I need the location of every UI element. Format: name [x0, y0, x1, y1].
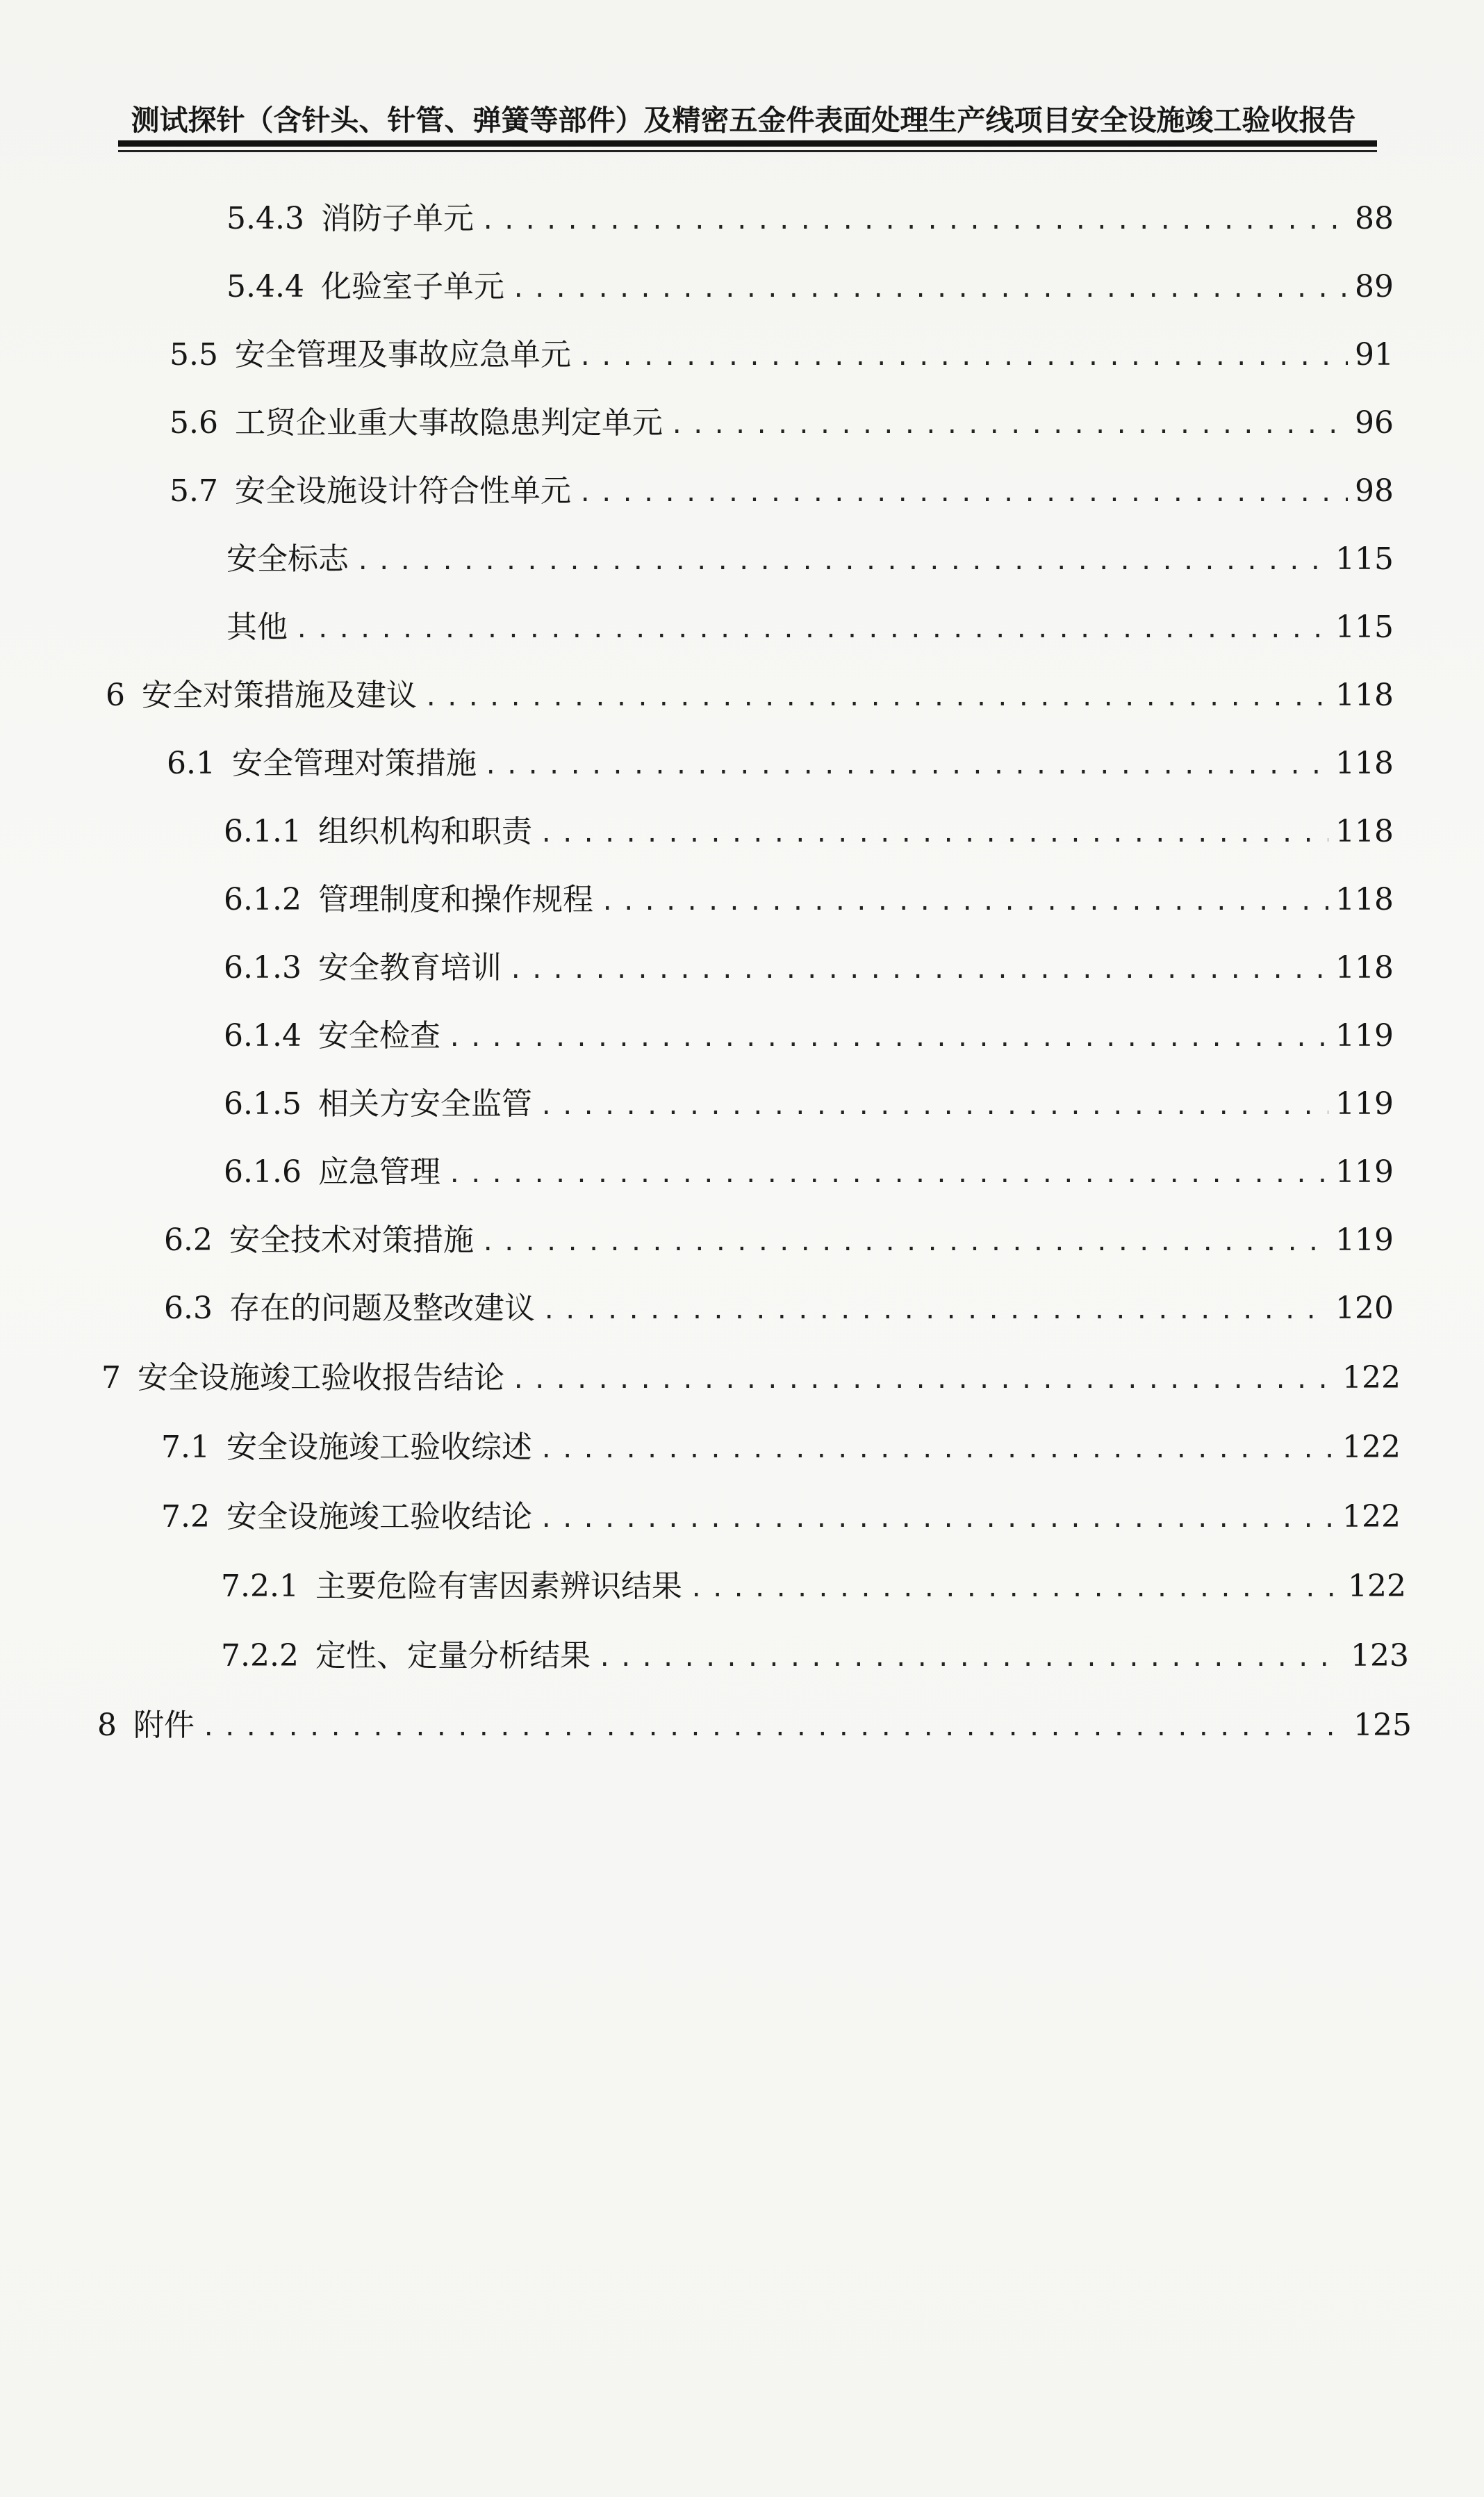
- toc-title: 安全设施竣工验收综述: [226, 1430, 532, 1465]
- toc-entry-5-4-4: [226, 261, 1394, 310]
- toc-leader-dots: [670, 411, 1348, 439]
- toc-number: 6.1.5: [224, 1086, 302, 1122]
- toc-number: 7.2.2: [221, 1638, 299, 1673]
- toc-page-number: 122: [1342, 1430, 1401, 1465]
- toc-leader-dots: [295, 616, 1328, 644]
- toc-leader-dots: [356, 548, 1328, 575]
- toc-number: 7.1: [161, 1430, 210, 1465]
- toc-number: 6.2: [164, 1222, 213, 1258]
- toc-title: 存在的问题及整改建议: [229, 1291, 535, 1326]
- toc-number: 6.1.3: [224, 950, 302, 985]
- toc-page-number: 118: [1335, 814, 1394, 849]
- toc-leader-dots: [447, 1161, 1328, 1188]
- toc-entry-6-1-4: [224, 1010, 1394, 1059]
- toc-title: 消防子单元: [320, 201, 474, 236]
- toc-page-number: 96: [1355, 405, 1394, 441]
- toc-number: 6: [106, 678, 125, 713]
- toc-entry-6-1-2: [224, 874, 1394, 923]
- toc-leader-dots: [539, 1436, 1335, 1464]
- toc-leader-dots: [201, 1714, 1346, 1742]
- toc-leader-dots: [481, 207, 1348, 235]
- toc-title: 定性、定量分析结果: [315, 1638, 591, 1673]
- header-rule: [118, 140, 1377, 147]
- toc-page-number: 122: [1348, 1569, 1406, 1604]
- toc-title: 安全技术对策措施: [229, 1222, 474, 1258]
- toc-number: 6.1: [167, 746, 215, 781]
- toc-entry-6: [106, 670, 1394, 719]
- toc-entry-7-2-2: [221, 1630, 1409, 1679]
- toc-page-number: 119: [1335, 1086, 1394, 1122]
- toc-entry-6-1-5: [224, 1079, 1394, 1127]
- toc-title: 其他: [226, 609, 288, 645]
- toc-entry-7-2-1: [221, 1561, 1406, 1610]
- toc-page-number: 119: [1335, 1018, 1394, 1054]
- toc-entry-6-1-3: [224, 942, 1394, 991]
- toc-title: 安全教育培训: [318, 950, 502, 985]
- toc-leader-dots: [689, 1575, 1341, 1603]
- toc-entry-5-6: [170, 398, 1394, 446]
- toc-entry-5-5: [170, 329, 1394, 378]
- toc-leader-dots: [542, 1297, 1328, 1325]
- toc-title: 安全管理及事故应急单元: [234, 337, 571, 372]
- toc-number: 7.2.1: [221, 1569, 299, 1604]
- toc-title: 组织机构和职责: [318, 814, 532, 849]
- toc-leader-dots: [481, 1229, 1328, 1256]
- toc-page-number: 125: [1353, 1708, 1412, 1743]
- toc-leader-dots: [539, 820, 1328, 848]
- toc-title: 安全设施竣工验收结论: [226, 1499, 532, 1534]
- toc-title: 相关方安全监管: [318, 1086, 532, 1122]
- toc-leader-dots: [511, 1366, 1335, 1394]
- toc-page-number: 89: [1355, 269, 1394, 304]
- toc-page-number: 123: [1351, 1638, 1409, 1673]
- toc-page-number: 118: [1335, 746, 1394, 781]
- toc-number: 5.5: [170, 337, 218, 372]
- toc-leader-dots: [509, 956, 1328, 984]
- toc-title: 安全标志: [226, 541, 349, 577]
- toc-number: 8: [97, 1708, 117, 1743]
- toc-page-number: 120: [1335, 1291, 1394, 1326]
- toc-title: 化验室子单元: [320, 269, 504, 304]
- toc-title: 管理制度和操作规程: [318, 882, 593, 917]
- toc-title: 安全设施竣工验收报告结论: [138, 1360, 504, 1395]
- toc-number: 7.2: [161, 1499, 210, 1534]
- toc-leader-dots: [600, 888, 1328, 916]
- toc-leader-dots: [484, 752, 1328, 780]
- toc-entry-7-1: [161, 1422, 1401, 1471]
- toc-page-number: 115: [1335, 609, 1394, 645]
- toc-leader-dots: [578, 480, 1348, 507]
- toc-leader-dots: [424, 684, 1328, 712]
- toc-page-number: 118: [1335, 882, 1394, 917]
- toc-leader-dots: [511, 275, 1348, 303]
- toc-number: 6.1.6: [224, 1154, 302, 1190]
- toc-entry-safety-signs: [226, 534, 1394, 582]
- toc-entry-6-1-6: [224, 1147, 1394, 1195]
- toc-title: 安全设施设计符合性单元: [234, 473, 571, 509]
- toc-leader-dots: [447, 1024, 1328, 1052]
- toc-title: 附件: [133, 1708, 195, 1743]
- toc-page-number: 119: [1335, 1222, 1394, 1258]
- toc-leader-dots: [539, 1505, 1335, 1533]
- header-rule-thin: [118, 150, 1377, 152]
- toc-entry-7-2: [161, 1491, 1401, 1540]
- toc-entry-7: [101, 1352, 1401, 1401]
- running-header-title: 测试探针（含针头、针管、弹簧等部件）及精密五金件表面处理生产线项目安全设施竣工验收报告: [131, 104, 1356, 137]
- toc-entry-other: [226, 602, 1394, 650]
- toc-title: 安全对策措施及建议: [142, 678, 417, 713]
- toc-number: 5.7: [170, 473, 218, 509]
- toc-title: 安全管理对策措施: [231, 746, 477, 781]
- toc-number: 5.6: [170, 405, 218, 441]
- toc-page-number: 98: [1355, 473, 1394, 509]
- toc-leader-dots: [597, 1644, 1344, 1672]
- toc-number: 6.1.2: [224, 882, 302, 917]
- toc-page-number: 122: [1342, 1499, 1401, 1534]
- toc-number: 6.3: [164, 1291, 213, 1326]
- toc-entry-5-4-3: [226, 193, 1394, 242]
- toc-page-number: 88: [1355, 201, 1394, 236]
- toc-leader-dots: [539, 1092, 1328, 1120]
- toc-leader-dots: [578, 343, 1348, 371]
- toc-entry-6-3: [164, 1283, 1394, 1332]
- toc-entry-6-1-1: [224, 806, 1394, 855]
- toc-entry-6-2: [164, 1215, 1394, 1263]
- toc-title: 主要危险有害因素辨识结果: [315, 1569, 682, 1604]
- toc-entry-5-7: [170, 466, 1394, 514]
- toc-entry-8: [97, 1700, 1412, 1749]
- toc-number: 7: [101, 1360, 121, 1395]
- toc-title: 工贸企业重大事故隐患判定单元: [234, 405, 663, 441]
- toc-entry-6-1: [167, 738, 1394, 787]
- toc-title: 安全检查: [318, 1018, 440, 1054]
- toc-number: 6.1.1: [224, 814, 302, 849]
- toc-number: 5.4.3: [226, 201, 304, 236]
- toc-page-number: 119: [1335, 1154, 1394, 1190]
- toc-number: 5.4.4: [226, 269, 304, 304]
- toc-number: 6.1.4: [224, 1018, 302, 1054]
- toc-page-number: 91: [1355, 337, 1394, 372]
- toc-page-number: 115: [1335, 541, 1394, 577]
- toc-page-number: 118: [1335, 950, 1394, 985]
- toc-page-number: 122: [1342, 1360, 1401, 1395]
- toc-title: 应急管理: [318, 1154, 440, 1190]
- toc-page-number: 118: [1335, 678, 1394, 713]
